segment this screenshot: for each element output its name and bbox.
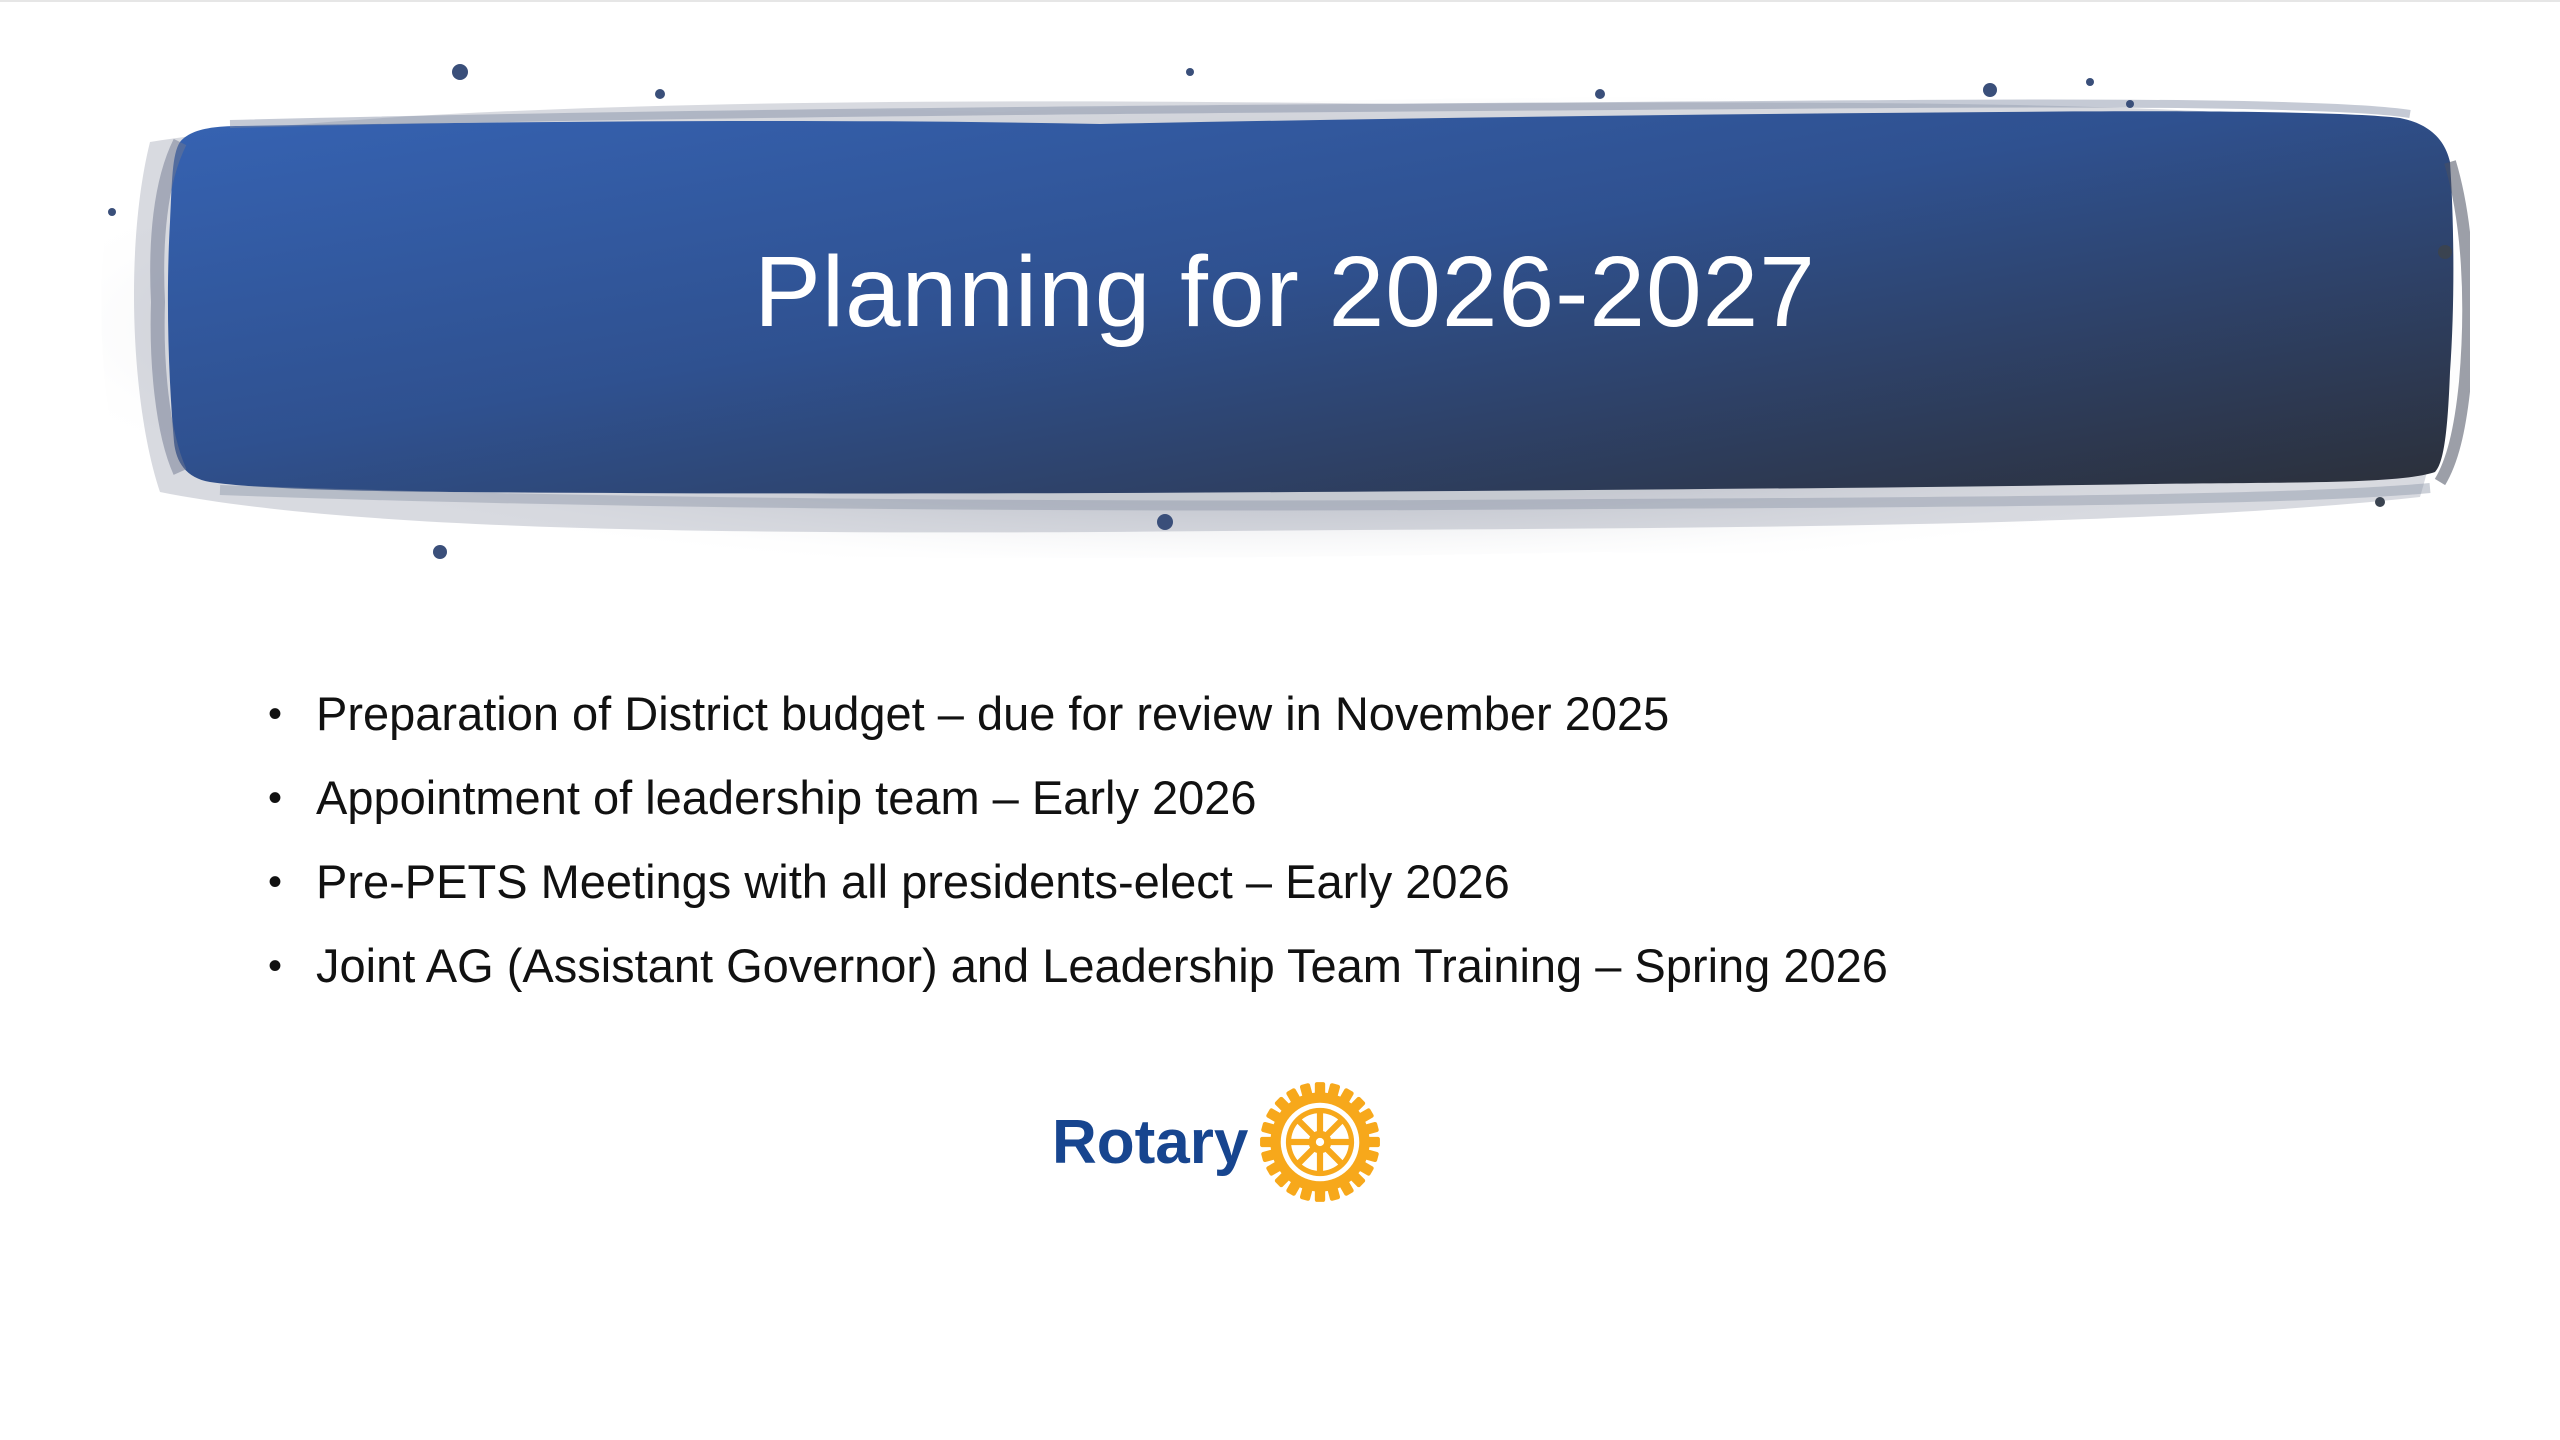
bullet-text: Pre-PETS Meetings with all presidents-elect – Early 2026 bbox=[316, 855, 1510, 908]
title-banner bbox=[100, 42, 2470, 602]
list-item bbox=[262, 840, 2362, 924]
bullet-text: Preparation of District budget – due for review in November 2025 bbox=[316, 687, 1670, 740]
bullet-dot-icon: • bbox=[268, 944, 283, 988]
slide-title: Planning for 2026-2027 bbox=[754, 236, 1816, 348]
logo-text: Rotary bbox=[1052, 1107, 1249, 1177]
rotary-logo bbox=[1052, 1077, 1382, 1207]
list-item bbox=[262, 756, 2362, 840]
bullet-text: Appointment of leadership team – Early 2026 bbox=[316, 771, 1257, 824]
bullet-list bbox=[262, 672, 2362, 1008]
list-item bbox=[262, 924, 2362, 1008]
bullet-dot-icon: • bbox=[268, 776, 283, 820]
bullet-text: Joint AG (Assistant Governor) and Leadership Team Training – Spring 2026 bbox=[316, 939, 1888, 992]
list-item bbox=[262, 672, 2362, 756]
bullet-dot-icon: • bbox=[268, 860, 283, 904]
bullet-dot-icon: • bbox=[268, 692, 283, 736]
rotary-wheel-icon bbox=[1258, 1080, 1382, 1204]
